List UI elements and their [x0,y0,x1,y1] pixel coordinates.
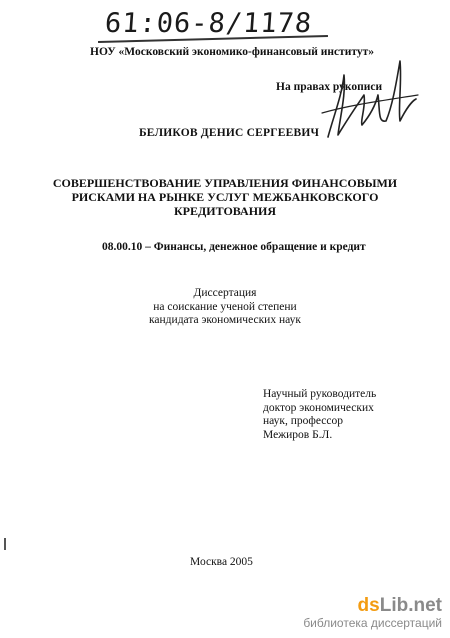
author-name: БЕЛИКОВ ДЕНИС СЕРГЕЕВИЧ [139,127,320,139]
adviser-line: доктор экономических [263,401,374,414]
signature-icon [320,55,420,145]
watermark-subtitle: библиотека диссертаций [303,616,442,630]
rights-note: На правах рукописи [276,81,383,93]
title-line: РИСКАМИ НА РЫНКЕ УСЛУГ МЕЖБАНКОВСКОГО [71,190,379,204]
dissertation-degree-block [100,287,350,328]
title-line: СОВЕРШЕНСТВОВАНИЕ УПРАВЛЕНИЯ ФИНАНСОВЫМИ [52,176,398,190]
watermark [303,596,442,630]
margin-mark [4,538,6,550]
adviser-line: наук, профессор [263,415,343,427]
degree-line: Диссертация [193,287,257,299]
adviser-line: Межиров Б.Л. [263,428,333,441]
specialty-code: 08.00.10 – Финансы, денежное обращение и кредит [102,241,366,253]
city-year: Москва 2005 [190,556,253,568]
handwritten-archive-number: 61:06-8/1178 [103,8,314,39]
watermark-logo [303,596,442,616]
degree-line: на соискание ученой степени [153,300,297,313]
title-line: КРЕДИТОВАНИЯ [173,204,277,218]
adviser-line: Научный руководитель [263,388,377,400]
watermark-logo-suffix: Lib.net [379,595,442,616]
degree-line: кандидата экономических наук [149,314,301,326]
watermark-logo-prefix: ds [357,595,380,616]
institution-name: НОУ «Московский экономико-финансовый институт» [90,46,374,58]
scientific-adviser-block [263,388,376,442]
dissertation-title [40,176,410,218]
